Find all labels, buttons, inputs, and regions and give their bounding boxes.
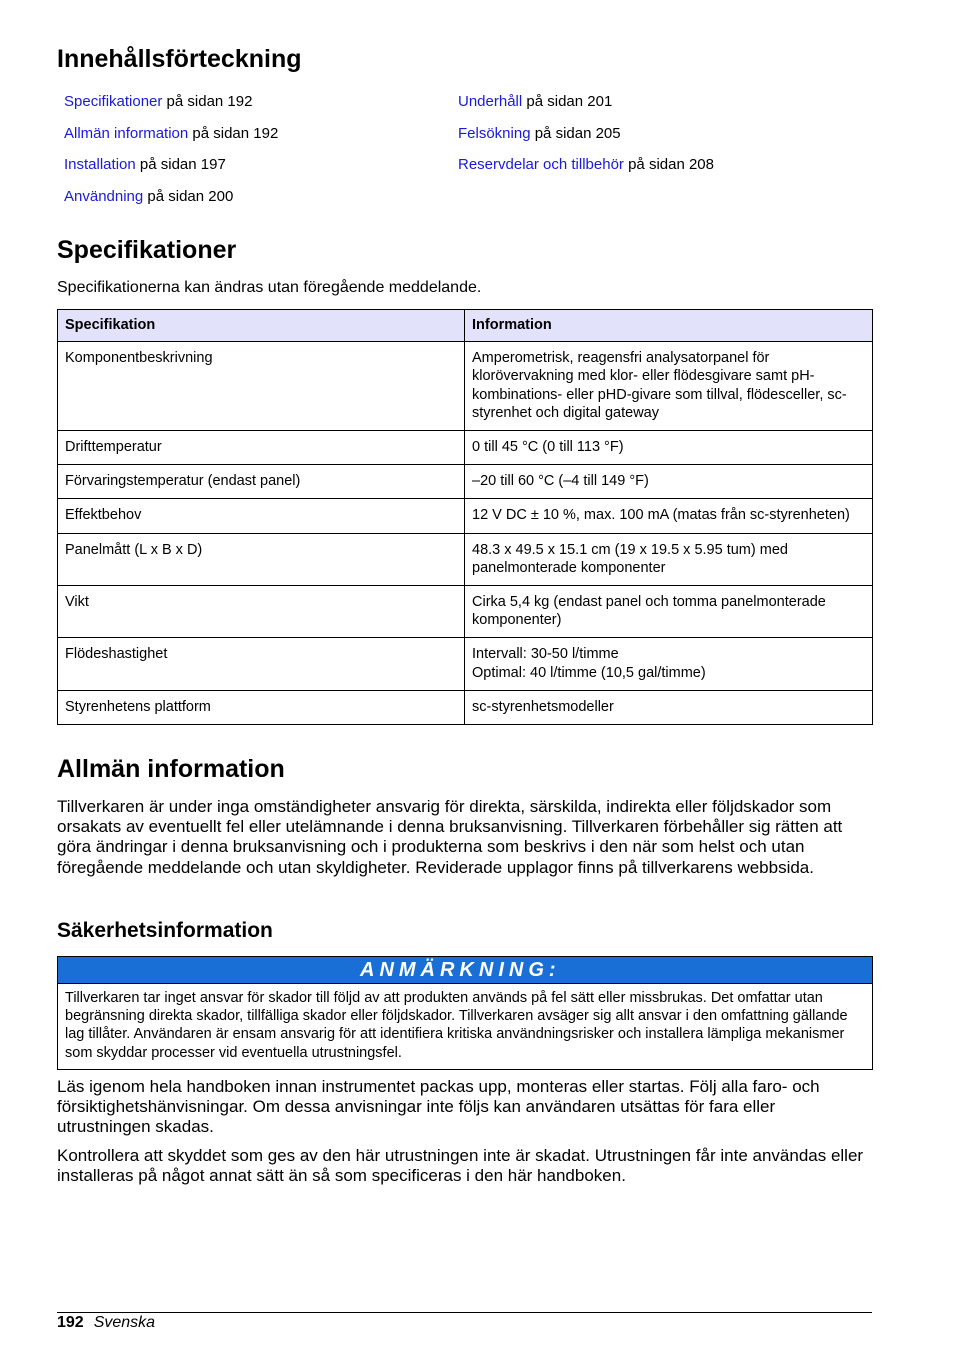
column-header-specification: Specifikation xyxy=(58,310,465,342)
spec-value-cell: Intervall: 30-50 l/timme Optimal: 40 l/timme (10,5 gal/timme) xyxy=(465,638,873,690)
toc-link-allman-information[interactable]: Allmän information xyxy=(64,124,189,142)
table-row xyxy=(58,342,873,431)
general-info-heading: Allmän information xyxy=(57,755,285,783)
general-info-body: Tillverkaren är under inga omständigheter ansvarig för direkta, särskilda, indirekta eller följdskador som orsakats av eventuellt fel eller utelämnande i denna bruksanvisning. Tillverkaren förbehåller sig rätten att göra ändringar i denna bruksanvisning och i produkterna som beskrivs i den när som helst och utan föregående meddelande och utan skyldigheter. Reviderade upplagor finns på tillverkarens webbsida. xyxy=(57,797,843,877)
specifications-table xyxy=(57,309,873,725)
toc-link-anvandning[interactable]: Användning xyxy=(64,188,144,206)
safety-info-heading: Säkerhetsinformation xyxy=(57,919,273,942)
spec-value-cell: 0 till 45 °C (0 till 113 °F) xyxy=(465,431,873,465)
toc-page-ref: på sidan 205 xyxy=(530,124,621,142)
table-row xyxy=(58,465,873,499)
toc-item xyxy=(458,155,714,187)
toc-page-ref: på sidan 197 xyxy=(135,156,226,174)
spec-value-cell: Cirka 5,4 kg (endast panel och tomma panelmonterade komponenter) xyxy=(465,586,873,638)
table-row xyxy=(58,499,873,533)
table-row xyxy=(58,586,873,638)
toc-item xyxy=(64,124,278,156)
footer-divider xyxy=(57,1312,872,1313)
toc-page-ref: på sidan 201 xyxy=(522,93,613,110)
table-row xyxy=(58,690,873,724)
spec-name-cell: Drifttemperatur xyxy=(58,431,465,465)
table-row xyxy=(58,431,873,465)
table-row xyxy=(58,638,873,690)
footer-language: Svenska xyxy=(93,1314,156,1331)
spec-name-cell: Panelmått (L x B x D) xyxy=(58,533,465,585)
toc-page-ref: på sidan 192 xyxy=(188,124,279,142)
toc-link-specifikationer[interactable]: Specifikationer xyxy=(64,93,163,110)
toc-link-underhall[interactable]: Underhåll xyxy=(458,93,523,110)
spec-value-cell: 48.3 x 49.5 x 15.1 cm (19 x 19.5 x 5.95 tum) med panelmonterade komponenter xyxy=(465,533,873,585)
toc-item xyxy=(458,92,714,124)
safety-paragraph-2: Kontrollera att skyddet som ges av den här utrustningen inte är skadat. Utrustningen får inte användas eller installeras på något annat sätt än så som specificeras i den här handboken. xyxy=(57,1146,864,1186)
toc-page-ref: på sidan 200 xyxy=(143,188,234,206)
notice-label: ANMÄRKNING: xyxy=(58,957,872,984)
spec-value-cell: Amperometrisk, reagensfri analysatorpanel för klorövervakning med klor- eller flödesgivare samt pH-kombinations- eller pHD-givare som tillval, flödesceller, sc-styrenhet och digital gateway xyxy=(465,342,873,431)
safety-paragraph-1: Läs igenom hela handboken innan instrumentet packas upp, monteras eller startas. Följ alla faro- och försiktighetshänvisningar. Om dessa anvisningar inte följs kan användaren utsättas för fara eller utrustningen skadas. xyxy=(57,1077,820,1137)
spec-name-cell: Effektbehov xyxy=(58,499,465,533)
spec-value-cell: –20 till 60 °C (–4 till 149 °F) xyxy=(465,465,873,499)
specifications-heading: Specifikationer xyxy=(57,236,237,264)
spec-name-cell: Flödeshastighet xyxy=(58,638,465,690)
toc-link-installation[interactable]: Installation xyxy=(64,156,136,174)
toc-right-column xyxy=(458,92,714,187)
page-footer xyxy=(57,1313,155,1333)
specifications-intro: Specifikationerna kan ändras utan föregående meddelande. xyxy=(57,279,482,296)
spec-name-cell: Förvaringstemperatur (endast panel) xyxy=(58,465,465,499)
toc-link-reservdelar[interactable]: Reservdelar och tillbehör xyxy=(458,156,624,174)
table-header-row xyxy=(58,310,873,342)
spec-value-cell: sc-styrenhetsmodeller xyxy=(465,690,873,724)
spec-name-cell: Styrenhetens plattform xyxy=(58,690,465,724)
toc-page-ref: på sidan 208 xyxy=(623,156,714,174)
notice-box xyxy=(57,956,873,1070)
toc-page-ref: på sidan 192 xyxy=(162,93,253,110)
notice-text: Tillverkaren tar inget ansvar för skador till följd av att produkten används på fel sätt eller missbrukas. Det omfattar utan begränsning direkta skador, tillfälliga skador eller följdskador. Tillverkaren avsäger sig allt ansvar i den omfattning gällande lag tillåter. Användaren är ensam ansvarig för att identifiera kritiska användningsrisker och installera lämpliga mekanismer som skyddar processer vid eventuella utrustningsfel. xyxy=(65,990,848,1061)
toc-title: Innehållsförteckning xyxy=(57,45,302,73)
toc-item xyxy=(64,92,278,124)
spec-value-cell: 12 V DC ± 10 %, max. 100 mA (matas från sc-styrenheten) xyxy=(465,499,873,533)
toc-item xyxy=(64,187,278,219)
spec-name-cell: Komponentbeskrivning xyxy=(58,342,465,431)
page-number: 192 xyxy=(57,1314,84,1331)
spec-name-cell: Vikt xyxy=(58,586,465,638)
column-header-information: Information xyxy=(465,310,873,342)
toc-item xyxy=(64,155,278,187)
toc-left-column xyxy=(64,92,278,219)
toc-link-felsokning[interactable]: Felsökning xyxy=(458,124,531,142)
toc-item xyxy=(458,124,714,156)
table-row xyxy=(58,533,873,585)
